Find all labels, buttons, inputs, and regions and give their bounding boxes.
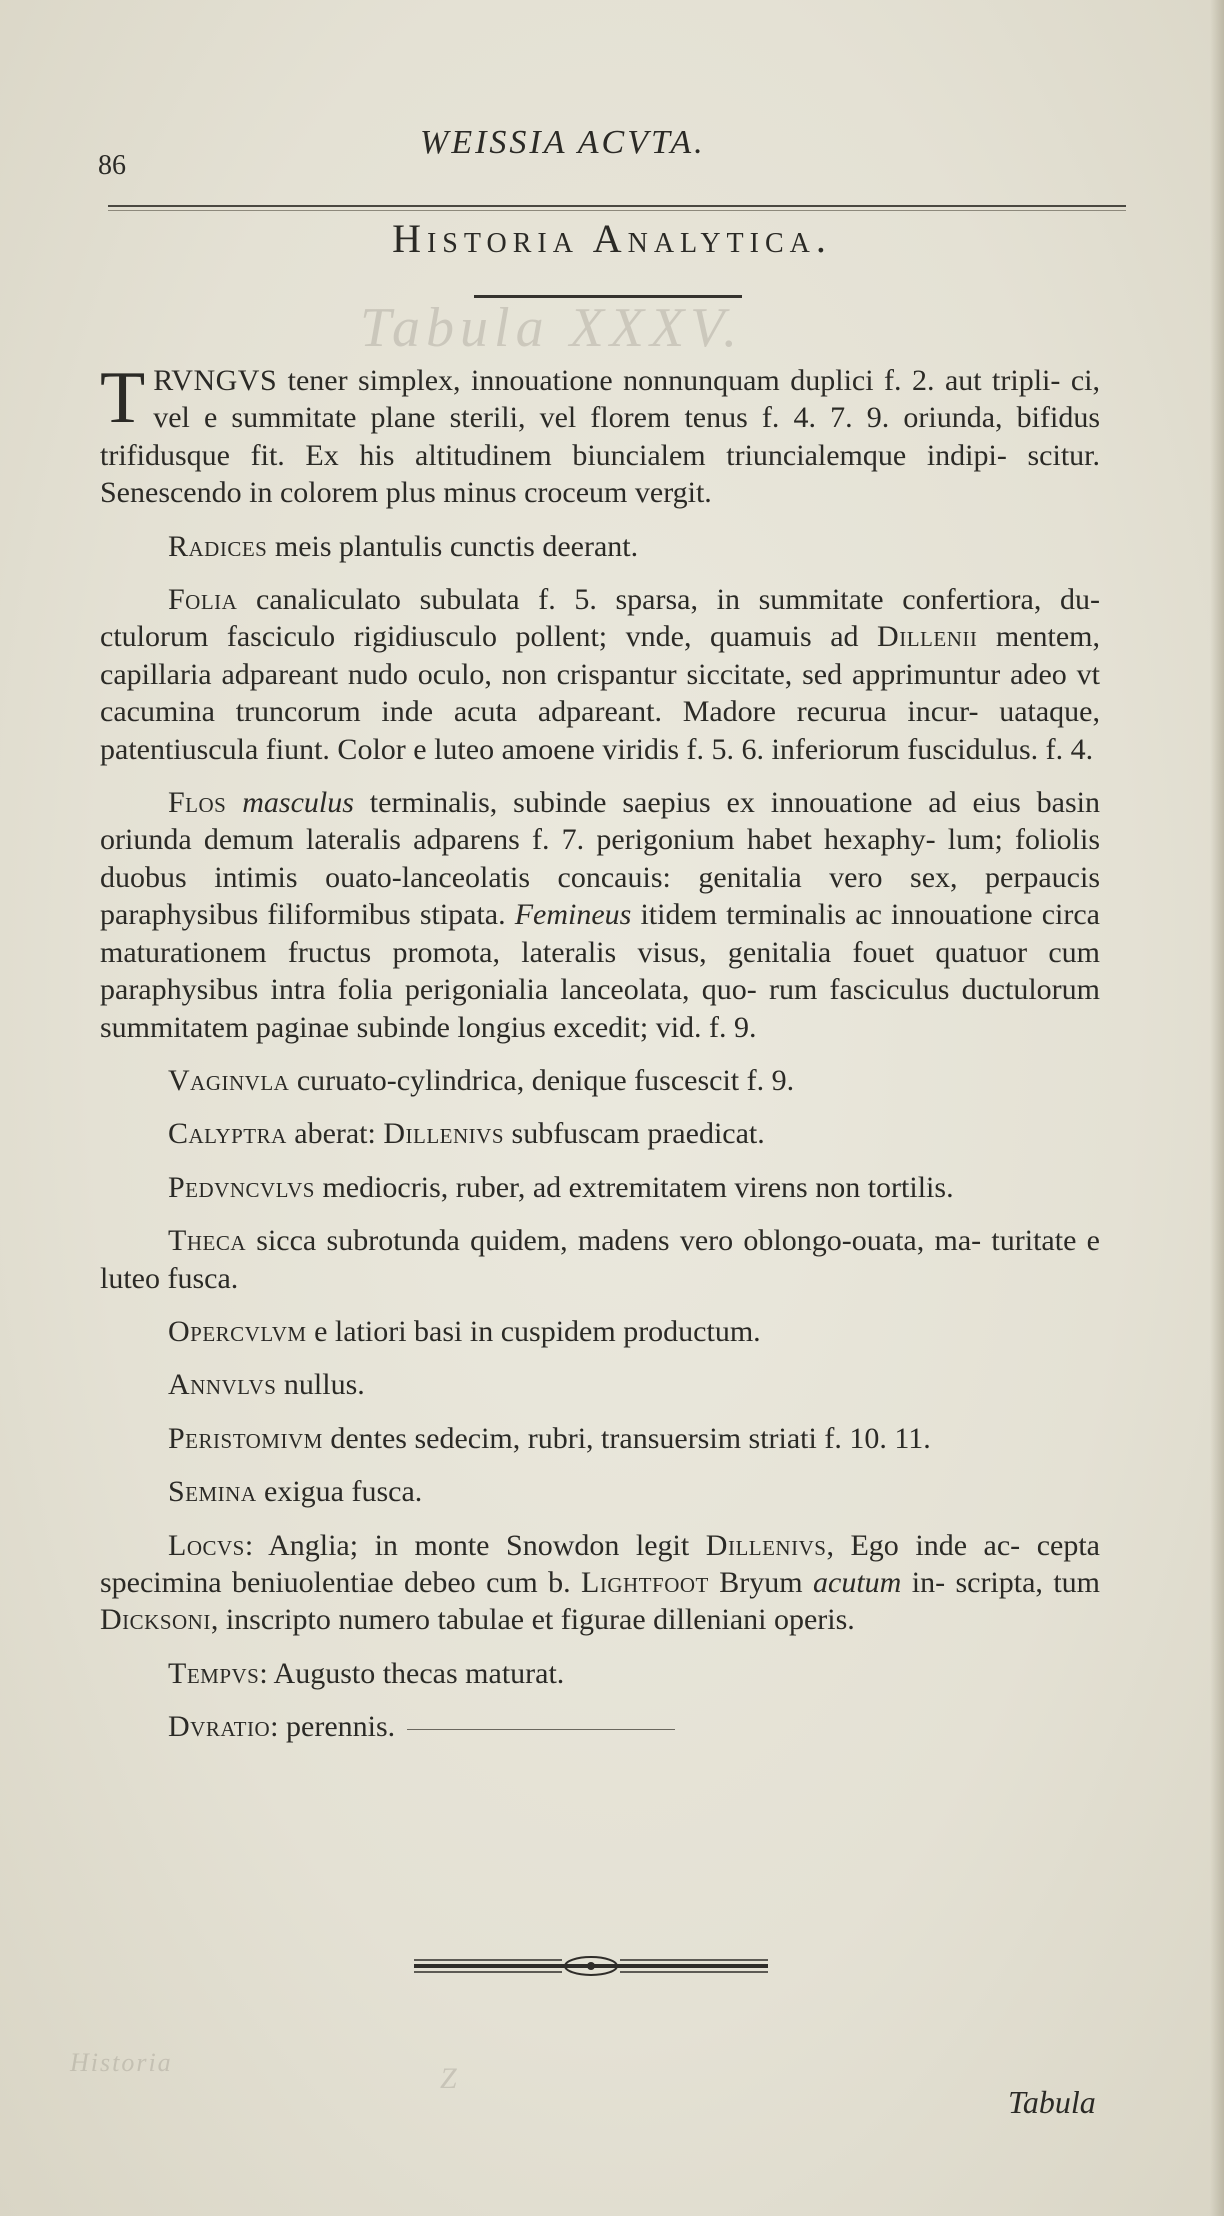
term-flos: Flos xyxy=(168,786,227,820)
text-operculum: e latiori basi in cuspidem productum. xyxy=(306,1314,761,1348)
header-rule xyxy=(108,205,1126,207)
text-locus-2: , Ego inde ac- cepta specimina beniuolentiae debeo cum b. xyxy=(100,1528,1100,1599)
text-vaginula: curuato-cylindrica, denique fuscescit f. 9. xyxy=(289,1063,795,1097)
paragraph-theca xyxy=(100,1222,1100,1297)
name-dillenius-locus: Dillenivs xyxy=(705,1528,827,1562)
text-locus-1: : Anglia; in monte Snowdon legit xyxy=(244,1528,706,1562)
term-femineus: Femineus xyxy=(514,898,632,932)
text-semina: exigua fusca. xyxy=(256,1475,423,1509)
term-duratio: Dvratio xyxy=(168,1710,271,1744)
text-locus-3: Bryum xyxy=(708,1565,813,1599)
term-semina: Semina xyxy=(168,1475,257,1509)
bleed-through-footer-mid: Z xyxy=(440,2062,457,2095)
term-annulus: Annvlvs xyxy=(168,1368,277,1402)
text-tempus: : Augusto thecas maturat. xyxy=(259,1656,565,1690)
term-acutum: acutum xyxy=(813,1565,902,1599)
paragraph-vaginula xyxy=(100,1062,1100,1099)
running-head: WEISSIA ACVTA. xyxy=(420,124,706,161)
text-calyptra-1: aberat: xyxy=(286,1117,384,1151)
name-dillenius: Dillenivs xyxy=(383,1117,505,1151)
text-locus-4: in- scripta, tum xyxy=(901,1565,1100,1599)
term-folia: Folia xyxy=(168,583,238,617)
paragraph-locus xyxy=(100,1527,1100,1639)
text-theca: sicca subrotunda quidem, madens vero oblongo-ouata, ma- turitate e luteo fusca. xyxy=(100,1224,1100,1295)
text-peristomium: dentes sedecim, rubri, transuersim striati f. 10. 11. xyxy=(322,1421,931,1455)
text-folia-1: canaliculato subulata f. 5. sparsa, in summitate confertiora, du- ctulorum fasciculo rigidiusculo pollent; vnde, quamuis ad xyxy=(100,583,1100,654)
paragraph-flos xyxy=(100,784,1100,1046)
paragraph-radices xyxy=(100,528,1100,565)
term-truncus: RVNGVS xyxy=(153,364,278,397)
term-locus: Locvs xyxy=(168,1528,245,1562)
paragraph-semina xyxy=(100,1473,1100,1510)
text-radices: meis plantulis cunctis deerant. xyxy=(267,529,639,563)
page-edge-shadow xyxy=(1210,0,1224,2216)
paragraph-calyptra xyxy=(100,1115,1100,1152)
name-dicksoni: Dicksoni xyxy=(100,1603,211,1637)
term-radices: Radices xyxy=(168,529,268,563)
text-annulus: nullus. xyxy=(276,1368,365,1402)
text-flos-2: itidem terminalis ac innouatione circa maturationem fructus promota, lateralis visus, genitalia fouet quatuor cum paraphysibus intra folia perigonialia lanceolata, quo- rum fasciculus ductulorum summitatem paginae subinde longius excedit; vid. f. 9. xyxy=(100,898,1100,1044)
term-operculum: Opercvlvm xyxy=(168,1314,307,1348)
name-dillenii: Dillenii xyxy=(877,620,978,654)
catchword: Tabula xyxy=(1008,2084,1096,2120)
paragraph-annulus xyxy=(100,1366,1100,1403)
ornament-divider xyxy=(412,1954,770,1978)
paragraph-pedunculus xyxy=(100,1169,1100,1206)
term-tempus: Tempvs xyxy=(168,1656,260,1690)
paragraph-duratio xyxy=(100,1708,1100,1745)
text-folia-2: mentem, capillaria adpareant nudo oculo, non crispantur siccitate, sed apprimuntur adeo vt cacumina truncorum inde acuta adpareant. Madore recurua incur- uataque, patentiuscula fiunt. Color e luteo amoene viridis f. 5. 6. inferiorum fuscidulus. f. 4. xyxy=(100,620,1101,766)
text-truncus: tener simplex, innouatione nonnunquam duplici f. 2. aut tripli- ci, vel e summitate plane sterili, vel florem tenus f. 4. 7. 9. oriunda, bifidus trifidusque fit. Ex his altitudinem biuncialem triuncialemque indipi- scitur. Senescendo in colorem plus minus croceum vergit. xyxy=(100,364,1100,510)
paragraph-operculum xyxy=(100,1313,1100,1350)
title-rule xyxy=(474,295,742,298)
header-rule-thin xyxy=(108,210,1126,211)
page-number: 86 xyxy=(98,150,126,181)
text-duratio: : perennis. xyxy=(270,1710,396,1744)
text-calyptra-2: subfuscam praedicat. xyxy=(504,1117,765,1151)
text-locus-5: , inscripto numero tabulae et figurae dilleniani operis. xyxy=(210,1603,855,1637)
term-masculus: masculus xyxy=(242,786,354,820)
closing-rule xyxy=(407,1729,675,1730)
paragraph-tempus xyxy=(100,1655,1100,1692)
term-theca: Theca xyxy=(168,1224,246,1258)
term-calyptra: Calyptra xyxy=(168,1117,287,1151)
bleed-through-footer-left: Historia xyxy=(70,2048,173,2077)
text-flos-1: terminalis, subinde saepius ex innouatione ad eius basin oriunda demum lateralis adparens f. 7. perigonium habet hexaphy- lum; foliolis duobus intimis ouato-lanceolatis concauis: genitalia vero sex, perpaucis paraphysibus filiformibus stipata. xyxy=(100,786,1101,932)
term-vaginula: Vaginvla xyxy=(168,1063,290,1097)
term-pedunculus: Pedvncvlvs xyxy=(168,1170,315,1204)
paragraph-truncus xyxy=(100,357,1100,512)
paragraph-folia xyxy=(100,581,1100,768)
paragraph-peristomium xyxy=(100,1420,1100,1457)
term-peristomium: Peristomivm xyxy=(168,1421,323,1455)
section-title: Historia Analytica. xyxy=(392,216,832,261)
name-lightfoot: Lightfoot xyxy=(581,1565,709,1599)
body-text xyxy=(100,357,1101,1746)
drop-cap: T xyxy=(100,357,146,439)
bleed-through-heading: Tabula XXXV. xyxy=(360,297,744,359)
text-pedunculus: mediocris, ruber, ad extremitatem virens non tortilis. xyxy=(314,1170,954,1204)
